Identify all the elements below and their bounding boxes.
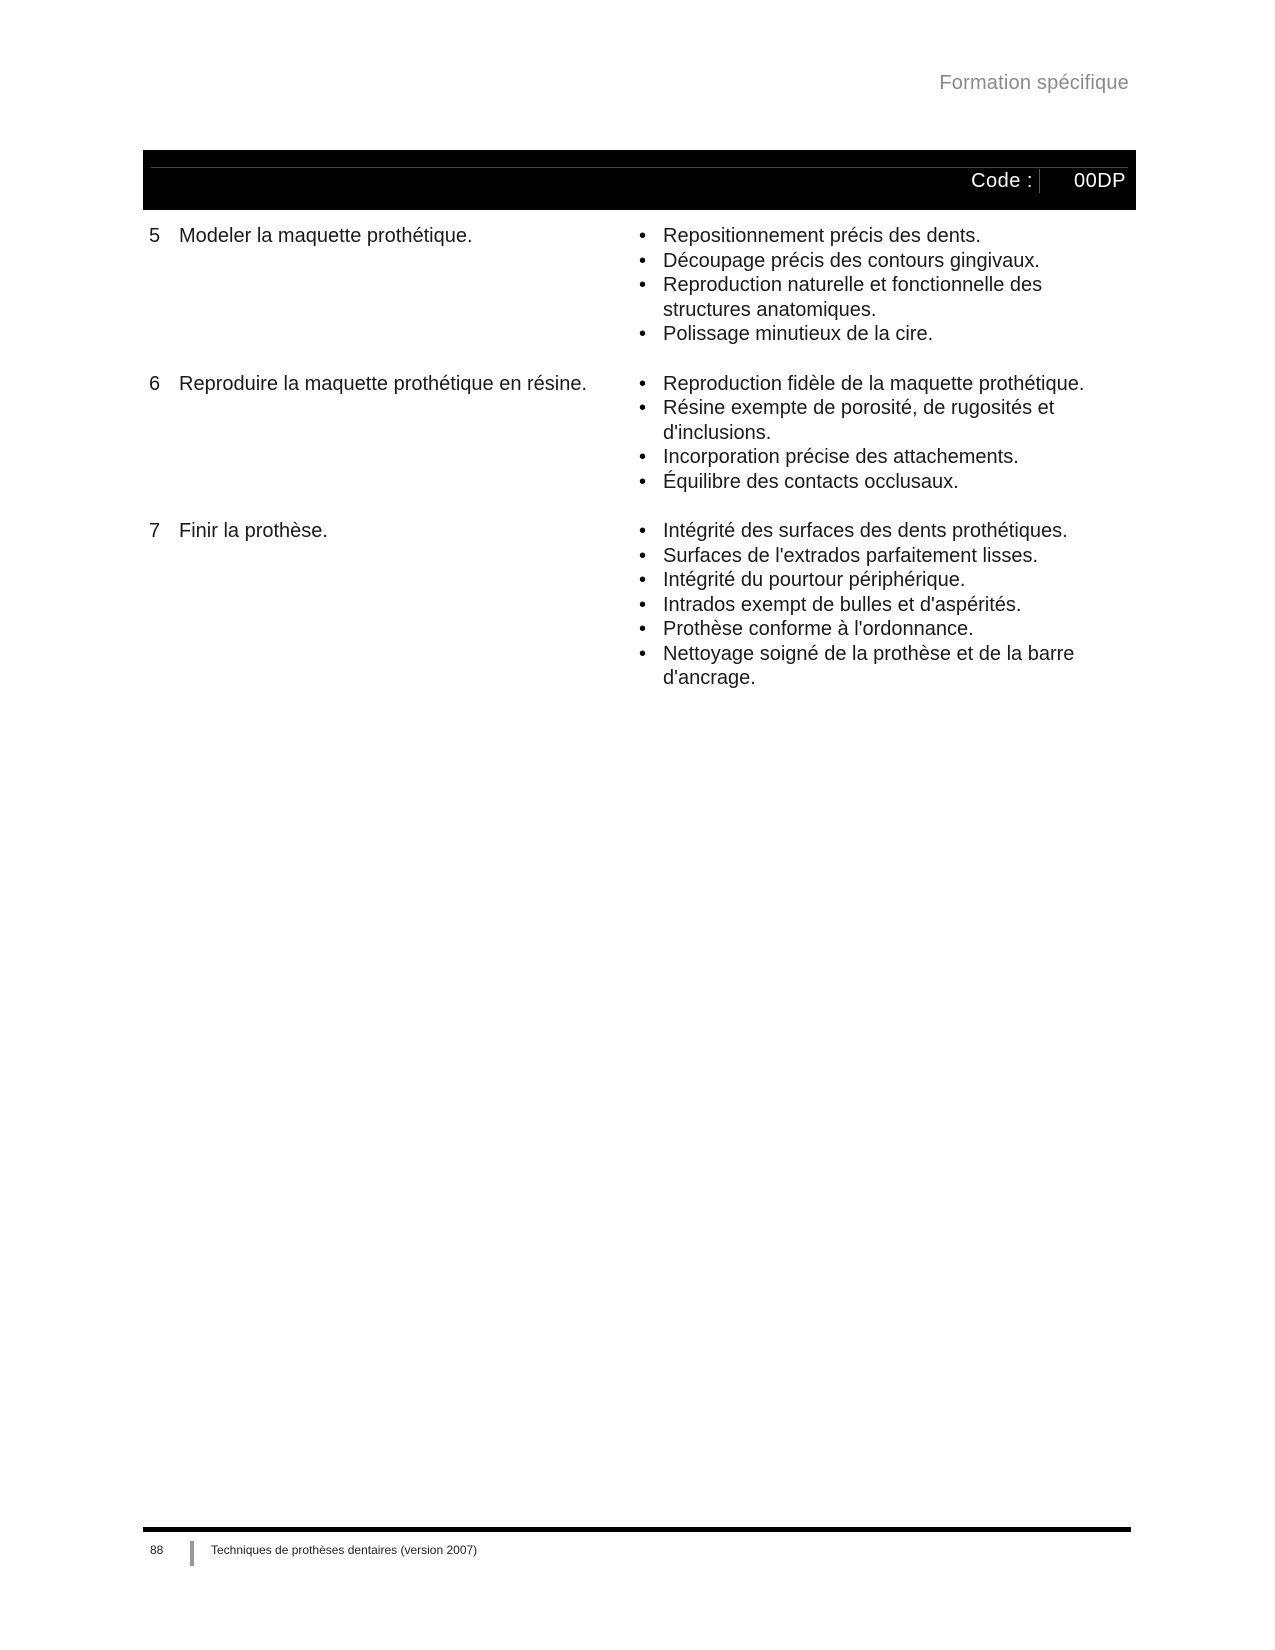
criteria-item: • Reproduction naturelle et fonctionnelle des structures anatomiques. <box>639 273 1129 322</box>
code-separator <box>1039 169 1040 193</box>
task-row <box>149 224 1129 347</box>
criteria-item: • Intégrité du pourtour périphérique. <box>639 568 1129 593</box>
section-title: Formation spécifique <box>939 72 1129 94</box>
footer-separator <box>190 1541 194 1566</box>
criteria-item: • Surfaces de l'extrados parfaitement lisses. <box>639 544 1129 569</box>
task-description: Reproduire la maquette prothétique en résine. <box>179 372 588 395</box>
task-table <box>149 224 1129 716</box>
criteria-item: • Intégrité des surfaces des dents prothétiques. <box>639 519 1129 544</box>
criteria-item: • Polissage minutieux de la cire. <box>639 322 1129 347</box>
task-number: 5 <box>149 225 161 247</box>
criteria-list <box>639 519 1129 691</box>
document-title: Techniques de prothèses dentaires (version 2007) <box>211 1543 478 1557</box>
criteria-list <box>639 224 1129 347</box>
task-number: 6 <box>149 372 161 395</box>
task-row <box>149 519 1129 691</box>
task-description: Finir la prothèse. <box>179 520 328 542</box>
criteria-item: • Découpage précis des contours gingivaux. <box>639 249 1129 274</box>
criteria-item: • Équilibre des contacts occlusaux. <box>639 470 1129 495</box>
task-number: 7 <box>149 520 161 542</box>
criteria-list <box>639 372 1129 495</box>
criteria-item: • Repositionnement précis des dents. <box>639 224 1129 249</box>
criteria-item: • Prothèse conforme à l'ordonnance. <box>639 617 1129 642</box>
criteria-item: • Reproduction fidèle de la maquette prothétique. <box>639 372 1129 397</box>
code-bar-divider <box>151 167 1128 168</box>
criteria-item: • Incorporation précise des attachements. <box>639 445 1129 470</box>
criteria-item: • Résine exempte de porosité, de rugosités et d'inclusions. <box>639 396 1129 445</box>
page-number: 88 <box>150 1543 164 1557</box>
criteria-item: • Intrados exempt de bulles et d'aspérités. <box>639 593 1129 618</box>
task-row <box>149 372 1129 495</box>
footer-rule <box>143 1527 1131 1532</box>
code-value: 00DP <box>1073 170 1126 192</box>
criteria-item: • Nettoyage soigné de la prothèse et de la barre d'ancrage. <box>639 642 1129 691</box>
code-bar <box>143 150 1136 210</box>
task-description: Modeler la maquette prothétique. <box>179 225 473 247</box>
code-label: Code : <box>971 170 1033 192</box>
